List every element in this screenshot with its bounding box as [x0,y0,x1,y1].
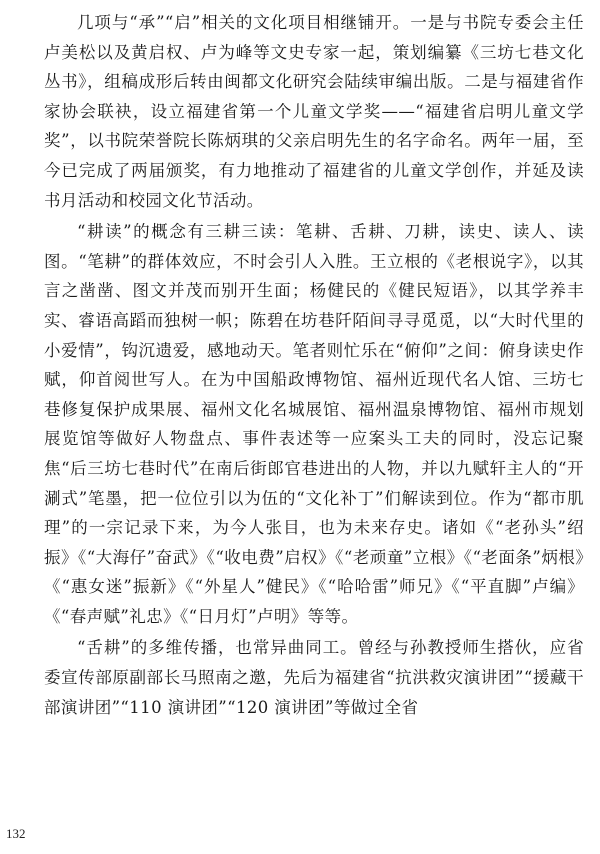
page-body [44,8,584,724]
page-number: 132 [6,826,26,841]
paragraph-cultural-projects: 几项与“承”“启”相关的文化项目相继铺开。一是与书院专委会主任卢美松以及黄启权、卢为峰等文史专家一起，策划编纂《三坊七巷文化丛书》，组稿成形后转由闽都文化研究会陆续审编出版。二是与福建省作家协会联袂，设立福建省第一个儿童文学奖——“福建省启明儿童文学奖”，以书院荣誉院长陈炳琪的父亲启明先生的名字命名。两年一届，至今已完成了两届颁奖，有力地推动了福建省的儿童文学创作，并延及读书月活动和校园文化节活动。 [44,13,584,210]
paragraph-tongue-plowing: “舌耕”的多维传播，也常异曲同工。曾经与孙教授师生搭伙，应省委宣传部原副部长马照南之邀，先后为福建省“抗洪救灾演讲团”“援藏干部演讲团”“110 演讲团”“120 演讲团”等做过全省 [44,638,584,717]
paragraph-plowing-reading: “耕读”的概念有三耕三读：笔耕、舌耕、刀耕，读史、读人、读图。“笔耕”的群体效应，不时会引人入胜。王立根的《老根说字》，以其言之凿凿、图文并茂而别开生面；杨健民的《健民短语》，以其学养丰实、睿语高蹈而独树一帜；陈碧在坊巷阡陌间寻寻觅觅，以“大时代里的小爱情”，钩沉遗爱，感地动天。笔者则忙乐在“俯仰”之间：俯身读史作赋，仰首阅世写人。在为中国船政博物馆、福州近现代名人馆、三坊七巷修复保护成果展、福州文化名城展馆、福州温泉博物馆、福州市规划展览馆等做好人物盘点、事件表述等一应案头工夫的同时，没忘记聚焦“后三坊七巷时代”在南后街郎官巷进出的人物，并以九赋轩主人的“开涮式”笔墨，把一位位引以为伍的“文化补丁”们解读到位。作为“都市肌理”的一宗记录下来，为今人张目，也为未来存史。诸如《“老孙头”绍振》《“大海仔”奋武》《“收电费”启权》《“老顽童”立根》《“老面条”炳根》《“惠女迷”振新》《“外星人”健民》《“哈哈雷”师兄》《“平直脚”卢编》《“春声赋”礼忠》《“日月灯”卢明》等等。 [44,222,584,626]
